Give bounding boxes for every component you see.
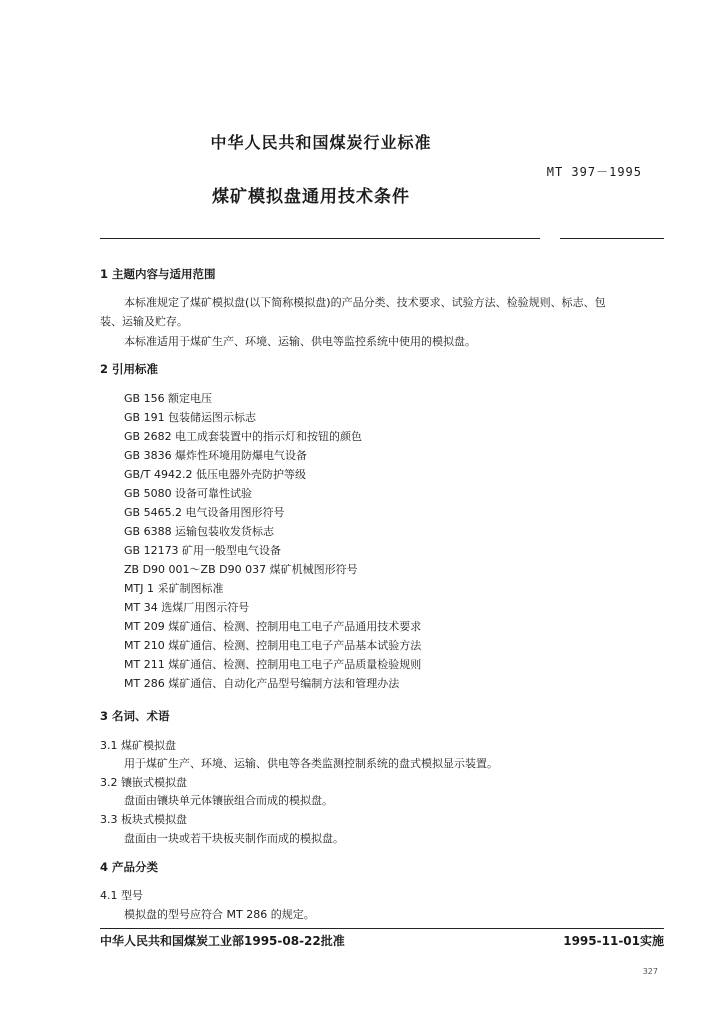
term-3-3-heading: 3.3 板块式模拟盘 — [100, 813, 187, 826]
effective-date: 1995-11-01实施 — [563, 934, 664, 948]
reference-item: MT 210 煤矿通信、检测、控制用电工电子产品基本试验方法 — [124, 639, 422, 652]
clause-4-1-heading: 4.1 型号 — [100, 889, 143, 902]
reference-item: MT 34 选煤厂用图示符号 — [124, 601, 250, 614]
standard-code: MT 397－1995 — [546, 165, 642, 179]
header-rule-left — [100, 238, 540, 239]
reference-item: MT 211 煤矿通信、检测、控制用电工电子产品质量检验规则 — [124, 658, 422, 671]
term-3-2-definition: 盘面由镶块单元体镶嵌组合而成的模拟盘。 — [124, 794, 333, 807]
reference-item: MTJ 1 采矿制图标准 — [124, 582, 224, 595]
approval-date: 中华人民共和国煤炭工业部1995-08-22批准 — [100, 934, 345, 948]
header-rule-right — [560, 238, 664, 239]
term-3-1-heading: 3.1 煤矿模拟盘 — [100, 739, 176, 752]
reference-item: GB 156 额定电压 — [124, 392, 213, 405]
section-1-paragraph-2: 本标准适用于煤矿生产、环境、运输、供电等监控系统中使用的模拟盘。 — [124, 335, 476, 348]
section-2-heading: 2 引用标准 — [100, 362, 159, 376]
reference-item: GB/T 4942.2 低压电器外壳防护等级 — [124, 468, 306, 481]
term-3-2-heading: 3.2 镶嵌式模拟盘 — [100, 776, 187, 789]
reference-item: MT 286 煤矿通信、自动化产品型号编制方法和管理办法 — [124, 677, 400, 690]
footer-rule — [100, 928, 664, 929]
reference-item: GB 3836 爆炸性环境用防爆电气设备 — [124, 449, 308, 462]
section-1-paragraph-1-cont: 装、运输及贮存。 — [100, 315, 188, 328]
page-number: 327 — [642, 967, 658, 976]
reference-item: GB 5465.2 电气设备用图形符号 — [124, 506, 285, 519]
section-1-heading: 1 主题内容与适用范围 — [100, 267, 216, 281]
reference-item: GB 12173 矿用一般型电气设备 — [124, 544, 282, 557]
reference-item: GB 6388 运输包装收发货标志 — [124, 525, 275, 538]
reference-item: GB 2682 电工成套装置中的指示灯和按钮的颜色 — [124, 430, 363, 443]
reference-item: GB 5080 设备可靠性试验 — [124, 487, 253, 500]
document-title: 煤矿模拟盘通用技术条件 — [212, 187, 410, 207]
reference-item: GB 191 包装储运图示标志 — [124, 411, 257, 424]
reference-item: ZB D90 001～ZB D90 037 煤矿机械图形符号 — [124, 563, 358, 576]
section-4-heading: 4 产品分类 — [100, 860, 159, 874]
term-3-3-definition: 盘面由一块或若干块板夹制作而成的模拟盘。 — [124, 832, 344, 845]
clause-4-1-text: 模拟盘的型号应符合 MT 286 的规定。 — [124, 908, 315, 921]
issuing-body-title: 中华人民共和国煤炭行业标准 — [210, 133, 432, 152]
reference-item: MT 209 煤矿通信、检测、控制用电工电子产品通用技术要求 — [124, 620, 422, 633]
section-3-heading: 3 名词、术语 — [100, 709, 170, 723]
term-3-1-definition: 用于煤矿生产、环境、运输、供电等各类监测控制系统的盘式模拟显示装置。 — [124, 757, 498, 770]
section-1-paragraph-1: 本标准规定了煤矿模拟盘(以下简称模拟盘)的产品分类、技术要求、试验方法、检验规则、标志、包 — [124, 296, 606, 309]
